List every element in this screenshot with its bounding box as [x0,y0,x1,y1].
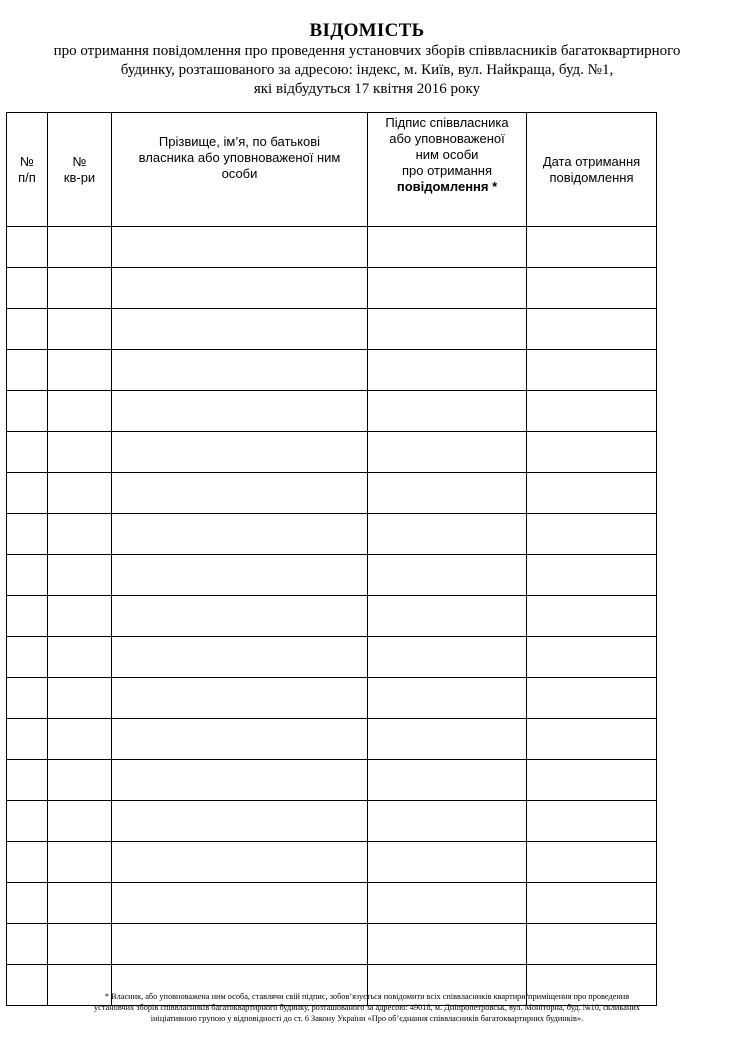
cell-signature[interactable] [368,678,527,719]
table-row [7,555,657,596]
header-owner-name: Прізвище, ім’я, по батькові власника або уповноваженої ним особи [112,113,368,227]
cell-signature[interactable] [368,596,527,637]
cell-signature[interactable] [368,309,527,350]
cell-signature[interactable] [368,760,527,801]
cell-row-number[interactable] [7,309,48,350]
table-header-row [7,113,657,227]
cell-apartment-number[interactable] [48,637,112,678]
cell-received-date[interactable] [527,924,657,965]
cell-row-number[interactable] [7,637,48,678]
cell-apartment-number[interactable] [48,924,112,965]
register-table [6,112,657,1006]
cell-apartment-number[interactable] [48,227,112,268]
cell-owner-name[interactable] [112,883,368,924]
cell-apartment-number[interactable] [48,391,112,432]
cell-apartment-number[interactable] [48,555,112,596]
cell-apartment-number[interactable] [48,473,112,514]
cell-owner-name[interactable] [112,719,368,760]
cell-received-date[interactable] [527,678,657,719]
cell-row-number[interactable] [7,801,48,842]
cell-owner-name[interactable] [112,596,368,637]
subtitle-line: будинку, розташованого за адресою: індекс, м. Київ, вул. Найкраща, буд. №1, [120,62,614,78]
cell-owner-name[interactable] [112,842,368,883]
cell-signature[interactable] [368,473,527,514]
cell-apartment-number[interactable] [48,268,112,309]
cell-received-date[interactable] [527,391,657,432]
cell-signature[interactable] [368,391,527,432]
cell-apartment-number[interactable] [48,883,112,924]
table-row [7,391,657,432]
cell-owner-name[interactable] [112,637,368,678]
header-signature: Підпис співвласника або уповноваженої ним особи про отримання повідомлення * [368,113,527,227]
cell-row-number[interactable] [7,555,48,596]
cell-owner-name[interactable] [112,350,368,391]
cell-apartment-number[interactable] [48,432,112,473]
cell-received-date[interactable] [527,514,657,555]
table-row [7,760,657,801]
footnote-line: ініціативною групою у відповідності до ст. 6 Закону України «Про об’єднання співвласників багатоквартирних будинків». [150,1014,584,1023]
cell-apartment-number[interactable] [48,596,112,637]
cell-received-date[interactable] [527,883,657,924]
cell-owner-name[interactable] [112,391,368,432]
cell-row-number[interactable] [7,350,48,391]
cell-signature[interactable] [368,227,527,268]
cell-owner-name[interactable] [112,309,368,350]
table-row [7,596,657,637]
document-header [0,20,734,99]
document-subtitle [0,42,734,99]
table-row [7,268,657,309]
cell-owner-name[interactable] [112,760,368,801]
table-row [7,924,657,965]
subtitle-line: про отримання повідомлення про проведення установчих зборів співвласників багатоквартирного [53,43,681,59]
cell-row-number[interactable] [7,842,48,883]
cell-apartment-number[interactable] [48,350,112,391]
cell-apartment-number[interactable] [48,760,112,801]
table-row [7,432,657,473]
cell-owner-name[interactable] [112,473,368,514]
cell-signature[interactable] [368,432,527,473]
cell-row-number[interactable] [7,514,48,555]
table-row [7,719,657,760]
cell-received-date[interactable] [527,760,657,801]
cell-owner-name[interactable] [112,924,368,965]
cell-received-date[interactable] [527,309,657,350]
cell-received-date[interactable] [527,719,657,760]
cell-received-date[interactable] [527,801,657,842]
cell-received-date[interactable] [527,350,657,391]
cell-received-date[interactable] [527,268,657,309]
subtitle-line: які відбудуться 17 квітня 2016 року [253,81,481,97]
cell-row-number[interactable] [7,432,48,473]
table-row [7,227,657,268]
cell-signature[interactable] [368,555,527,596]
table-row [7,309,657,350]
table-row [7,473,657,514]
cell-owner-name[interactable] [112,801,368,842]
cell-apartment-number[interactable] [48,719,112,760]
footnote-line: * Власник, або уповноважена ним особа, ставлячи свій підпис, зобов’язується повідомити всіх співвласників квартири/приміщення про проведення [104,992,630,1001]
cell-row-number[interactable] [7,719,48,760]
cell-row-number[interactable] [7,883,48,924]
header-received-date: Дата отримання повідомлення [527,113,657,227]
cell-row-number[interactable] [7,596,48,637]
cell-signature[interactable] [368,514,527,555]
cell-received-date[interactable] [527,637,657,678]
table-row [7,801,657,842]
cell-signature[interactable] [368,801,527,842]
cell-signature[interactable] [368,268,527,309]
cell-signature[interactable] [368,924,527,965]
table-row [7,637,657,678]
header-row-number: № п/п [7,113,48,227]
cell-row-number[interactable] [7,924,48,965]
table-row [7,842,657,883]
table-row [7,678,657,719]
table-row [7,350,657,391]
cell-apartment-number[interactable] [48,842,112,883]
cell-owner-name[interactable] [112,268,368,309]
cell-received-date[interactable] [527,473,657,514]
cell-apartment-number[interactable] [48,514,112,555]
cell-owner-name[interactable] [112,555,368,596]
table-row [7,514,657,555]
footnote-line: установчих зборів співвласників багатоквартирного будинку, розташованого за адресою: 49018, м. Дніпропетровськ, вул. Моніторна, буд. №10, скликаних [94,1003,640,1012]
document-title: ВІДОМІСТЬ [309,20,425,41]
footnote [0,991,734,1024]
cell-owner-name[interactable] [112,432,368,473]
cell-owner-name[interactable] [112,227,368,268]
cell-signature[interactable] [368,719,527,760]
cell-received-date[interactable] [527,596,657,637]
cell-signature[interactable] [368,637,527,678]
cell-row-number[interactable] [7,473,48,514]
cell-received-date[interactable] [527,432,657,473]
cell-received-date[interactable] [527,555,657,596]
cell-signature[interactable] [368,350,527,391]
cell-apartment-number[interactable] [48,309,112,350]
cell-row-number[interactable] [7,227,48,268]
cell-signature[interactable] [368,842,527,883]
table-row [7,883,657,924]
cell-row-number[interactable] [7,678,48,719]
cell-owner-name[interactable] [112,514,368,555]
cell-received-date[interactable] [527,227,657,268]
cell-row-number[interactable] [7,268,48,309]
cell-row-number[interactable] [7,391,48,432]
cell-apartment-number[interactable] [48,678,112,719]
cell-apartment-number[interactable] [48,801,112,842]
header-apartment-number: № кв-ри [48,113,112,227]
cell-row-number[interactable] [7,760,48,801]
cell-signature[interactable] [368,883,527,924]
table-body [7,227,657,1006]
cell-owner-name[interactable] [112,678,368,719]
cell-received-date[interactable] [527,842,657,883]
